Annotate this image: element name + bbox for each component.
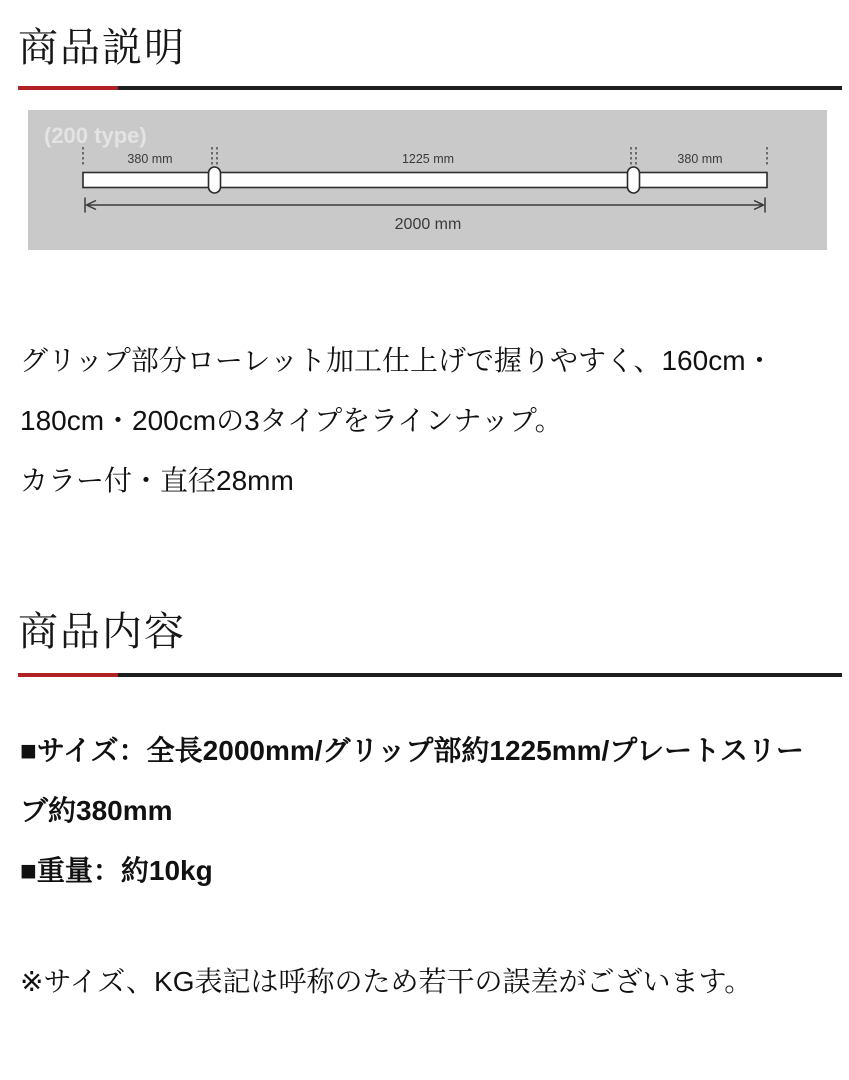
disclaimer-text: ※サイズ、KG表記は呼称のため若干の誤差がございます。 bbox=[20, 966, 753, 997]
title-underline bbox=[18, 86, 842, 90]
underline-dark-segment bbox=[118, 86, 842, 90]
diagram-panel bbox=[28, 110, 827, 250]
underline-accent-segment bbox=[18, 86, 118, 90]
total-length-arrow bbox=[85, 198, 765, 213]
spec-size-line: ブ約380mm bbox=[20, 795, 173, 826]
section-title-description: 商品説明 bbox=[18, 26, 186, 70]
underline-dark-segment bbox=[118, 673, 842, 677]
title-underline bbox=[18, 673, 842, 677]
grip-dimension-label: 1225 mm bbox=[401, 152, 455, 166]
underline-accent-segment bbox=[18, 673, 118, 677]
description-line: 180cm・200cmの3タイプをラインナップ。 bbox=[20, 405, 563, 436]
disclaimer-note bbox=[20, 952, 829, 1012]
contents-spec-list bbox=[20, 721, 829, 901]
spec-weight-line: ■重量：約10kg bbox=[20, 855, 213, 886]
barbell-dimension-diagram bbox=[28, 110, 827, 250]
left-sleeve-dimension-label: 380 mm bbox=[127, 152, 173, 166]
section-title-contents: 商品内容 bbox=[18, 610, 186, 654]
description-line: カラー付・直径28mm bbox=[20, 465, 294, 496]
barbell-shaft bbox=[83, 173, 767, 188]
barbell-left-collar bbox=[209, 167, 221, 193]
spec-size-line: ■サイズ：全長2000mm/グリップ部約1225mm/プレートスリー bbox=[20, 735, 804, 766]
description-line: グリップ部分ローレット加工仕上げで握りやすく、160cm・ bbox=[20, 345, 774, 376]
barbell-right-collar bbox=[628, 167, 640, 193]
description-paragraphs bbox=[20, 331, 829, 511]
diagram-type-label: (200 type) bbox=[44, 123, 147, 148]
right-sleeve-dimension-label: 380 mm bbox=[677, 152, 723, 166]
total-length-label: 2000 mm bbox=[394, 216, 462, 233]
